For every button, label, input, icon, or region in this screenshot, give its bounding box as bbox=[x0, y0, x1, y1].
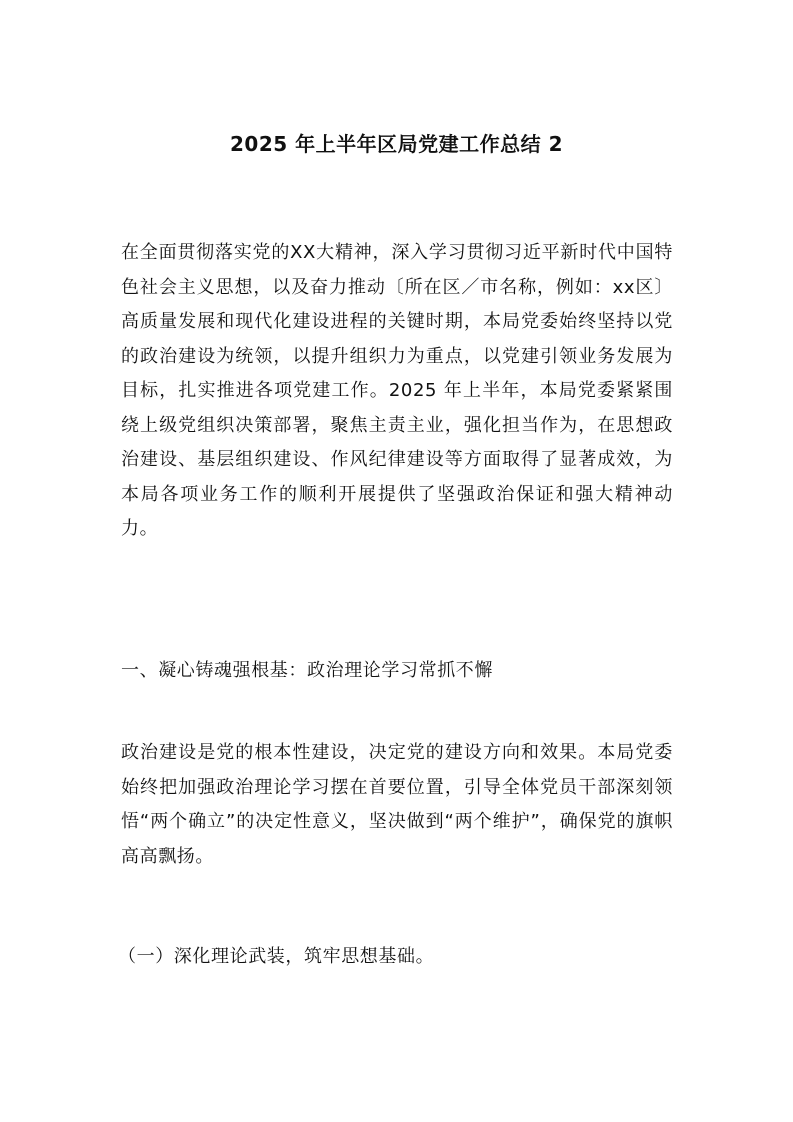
section-heading: 一、凝心铸魂强根基：政治理论学习常抓不懈 bbox=[121, 660, 493, 681]
subsection-heading: （一）深化理论武装，筑牢思想基础。 bbox=[118, 946, 435, 967]
intro-paragraph: 在全面贯彻落实党的XX大精神，深入学习贯彻习近平新时代中国特色社会主义思想，以及奋力推动〔所在区／市名称，例如：xx区〕高质量发展和现代化建设进程的关键时期，本局党委始终坚持以党的政治建设为统领，以提升组织力为重点，以党建引领业务发展为目标，扎实推进各项党建工作。2025 年上半年，本局党委紧紧围绕上级党组织决策部署，聚焦主责主业，强化担当作为，在思想政治建设、基层组织建设、作风纪律建设等方面取得了显著成效，为本局各项业务工作的顺利开展提供了坚强政治保证和强大精神动力。 bbox=[121, 242, 673, 539]
section-paragraph: 政治建设是党的根本性建设，决定党的建设方向和效果。本局党委始终把加强政治理论学习摆在首要位置，引导全体党员干部深刻领悟“两个确立”的决定性意义，坚决做到“两个维护”，确保党的旗帜高高飘扬。 bbox=[121, 742, 673, 867]
document-title: 2025 年上半年区局党建工作总结 2 bbox=[229, 132, 563, 156]
